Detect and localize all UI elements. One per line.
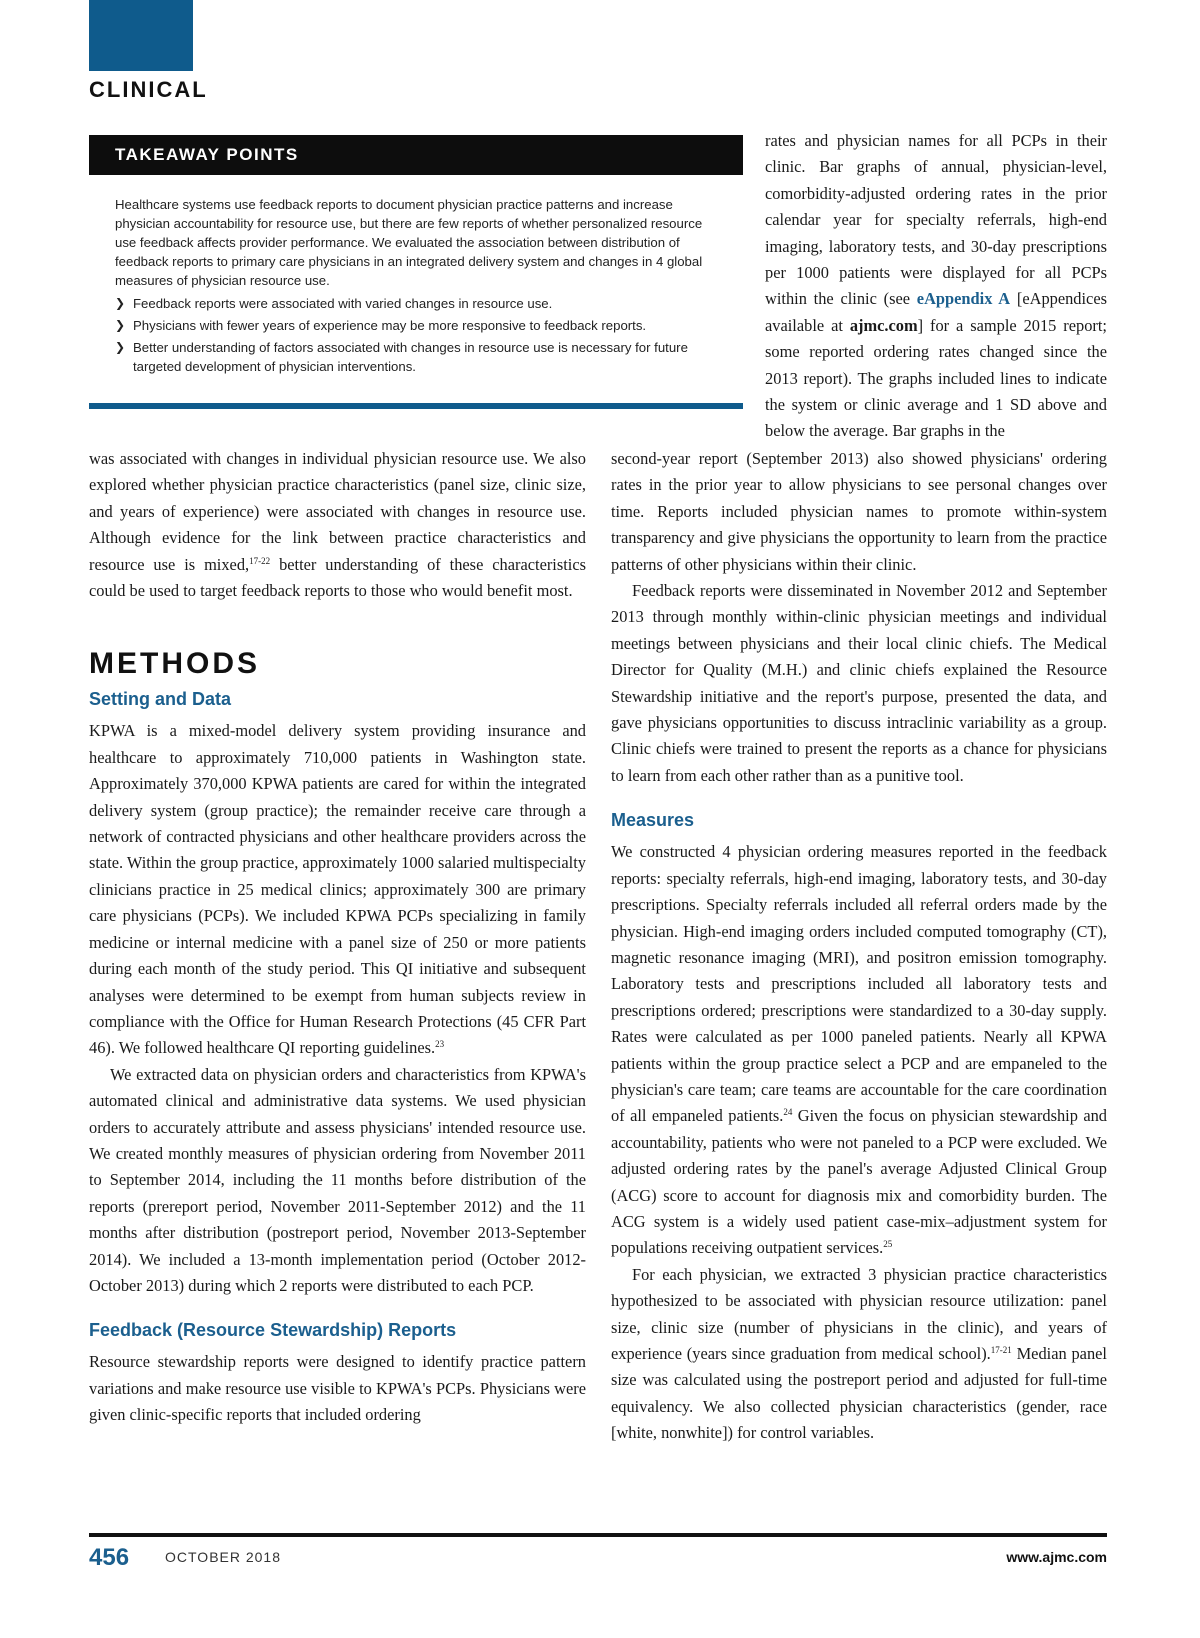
text-run: was associated with changes in individual physician resource use. We also explored whether physician practice characteristics (panel size, clinic size, and years of experience) were associated with changes in resource use. Although evidence for the link between practice characteristics and resource use is mixed,	[89, 449, 586, 574]
paragraph	[89, 718, 586, 1061]
feedback-heading: Feedback (Resource Stewardship) Reports	[89, 1320, 457, 1341]
footer-rule	[89, 1533, 1107, 1537]
paragraph	[611, 1262, 1107, 1447]
citation: 23	[435, 1039, 445, 1050]
text-run: For each physician, we extracted 3 physician practice characteristics hypothesized to be associated with physician resource utilization: panel size, clinic size (number of physicians in the clinic), and years of experience (years since graduation from medical school).	[611, 1264, 1107, 1363]
takeaway-list	[115, 294, 717, 376]
takeaway-bullet	[115, 294, 717, 313]
paragraph	[765, 128, 1107, 445]
page-number: 456	[89, 1544, 130, 1571]
text-run: KPWA is a mixed-model delivery system providing insurance and healthcare to approximately 710,000 patients in Washington state. Approximately 370,000 KPWA patients are cared for within the integrated delivery system (group practice); the remainder receive care through a network of contracted physicians and other healthcare providers across the state. Within the group practice, approximately 1000 salaried multispecialty clinicians practice in 25 medical clinics; approximately 300 are primary care physicians (PCPs). We included KPWA PCPs specializing in family medicine or internal medicine with a panel size of 250 or more patients during each month of the study period. This QI initiative and subsequent analyses were determined to be exempt from human subjects review in compliance with the Office for Human Research Protections (45 CFR Part 46). We followed healthcare QI reporting guidelines.	[89, 721, 586, 1058]
paragraph: We extracted data on physician orders and characteristics from KPWA's automated clinical and administrative data systems. We used physician orders to accurately attribute and assess physicians' intended resource use. We created monthly measures of physician ordering from November 2011 to September 2014, including the 11 months before distribution of the reports (prereport period, November 2011-September 2012) and the 11 months after distribution (postreport period, November 2013-September 2014). We included a 13-month implementation period (October 2012-October 2013) during which 2 reports were distributed to each PCP.	[89, 1064, 586, 1295]
measures-heading: Measures	[611, 810, 695, 831]
citation: 17-21	[990, 1345, 1012, 1355]
text-run: ] for a sample 2015 report; some reported ordering rates changed since the 2013 report). The graphs included lines to indicate the system or clinic average and 1 SD above and below the average. Bar graphs in the	[765, 315, 1107, 441]
paragraph	[611, 839, 1107, 1262]
takeaway-bullet-text: Feedback reports were associated with varied changes in resource use.	[133, 296, 553, 311]
takeaway-intro: Healthcare systems use feedback reports to document physician practice patterns and increase physician accountability for resource use, but there are few reports of whether personalized resource use feedback affects provider performance. We evaluated the association between distribution of feedback reports to primary care physicians in an integrated delivery system and changes in 4 global measures of physician resource use.	[115, 197, 703, 288]
chevron-right-icon: ❯	[115, 296, 126, 310]
right-column	[611, 446, 1107, 1447]
text-run: Median panel size was calculated using the postreport period and adjusted for full-time equivalency. We also collected physician characteristics (gender, race [white, nonwhite]) for control variables.	[611, 1344, 1107, 1443]
chevron-right-icon: ❯	[115, 340, 126, 354]
text-run: We constructed 4 physician ordering measures reported in the feedback reports: specialty referrals, high-end imaging, laboratory tests, and 30-day prescriptions. Specialty referrals included all referral orders made by the physician. High-end imaging orders included computed tomography (CT), magnetic resonance imaging (MRI), and positron emission tomography. Laboratory tests and prescriptions included all laboratory tests and prescriptions ordered; prescriptions were standardized to a 30-day supply. Rates were calculated as per 1000 paneled patients. Nearly all KPWA patients within the group practice select a PCP and are empaneled to the physician's care team; care teams are accountable for the care coordination of all empaneled patients.	[611, 842, 1107, 1126]
citation: 25	[883, 1239, 893, 1250]
citation: 17-22	[249, 555, 271, 566]
takeaway-body	[89, 175, 743, 376]
paragraph: second-year report (September 2013) also showed physicians' ordering rates in the prior year to allow physicians to see personal changes over time. Reports included physician names to promote within-system transparency and give physicians the opportunity to learn from the practice patterns of other physicians within their clinic.	[611, 449, 1107, 574]
takeaway-bullet-text: Physicians with fewer years of experience may be more responsive to feedback reports.	[133, 318, 647, 333]
setting-heading: Setting and Data	[89, 689, 232, 710]
takeaway-bullet	[115, 338, 717, 376]
chevron-right-icon: ❯	[115, 318, 126, 332]
paragraph: Resource stewardship reports were designed to identify practice pattern variations and make resource use visible to KPWA's PCPs. Physicians were given clinic-specific reports that included ordering	[89, 1352, 586, 1425]
paragraph: Feedback reports were disseminated in November 2012 and September 2013 through monthly within-clinic physician meetings and individual meetings between physicians and their local clinic chiefs. The Medical Director for Quality (M.H.) and clinic chiefs explained the Resource Stewardship initiative and the report's purpose, presented the data, and gave physicians opportunities to discuss intraclinic variability as a group. Clinic chiefs were trained to present the reports as a chance for physicians to learn from each other rather than as a punitive tool.	[611, 581, 1107, 785]
takeaway-title: TAKEAWAY POINTS	[89, 135, 743, 175]
takeaway-bullet-text: Better understanding of factors associated with changes in resource use is necessary for future targeted development of physician interventions.	[133, 340, 688, 374]
takeaway-box	[89, 135, 743, 379]
right-column-top	[765, 128, 1107, 445]
site-link[interactable]: ajmc.com	[849, 315, 918, 335]
text-run: better understanding of these characteristics could be used to target feedback reports to those who would benefit most.	[89, 554, 586, 601]
left-column	[89, 446, 586, 1429]
text-run: [eAppendices available at	[765, 289, 1107, 335]
issue-date: OCTOBER 2018	[165, 1549, 282, 1565]
takeaway-bottom-rule	[89, 403, 743, 409]
paragraph	[89, 446, 586, 604]
text-run: rates and physician names for all PCPs in their clinic. Bar graphs of annual, physician-level, comorbidity-adjusted ordering rates in the prior calendar year for specialty referrals, high-end imaging, laboratory tests, and 30-day prescriptions per 1000 patients were displayed for all PCPs within the clinic (see	[765, 131, 1107, 309]
section-color-tab	[89, 0, 193, 71]
eappendix-link[interactable]: eAppendix A	[916, 289, 1011, 309]
takeaway-bullet	[115, 316, 717, 335]
methods-heading: METHODS	[89, 647, 260, 681]
text-run: Given the focus on physician stewardship and accountability, patients who were not paneled to a PCP were excluded. We adjusted ordering rates by the panel's average Adjusted Clinical Group (ACG) score to account for diagnosis mix and comorbidity burden. The ACG system is a widely used patient case-mix–adjustment system for populations receiving outpatient services.	[611, 1106, 1107, 1258]
site-url[interactable]: www.ajmc.com	[1006, 1549, 1107, 1565]
citation: 24	[783, 1107, 793, 1118]
section-label: CLINICAL	[89, 77, 208, 102]
